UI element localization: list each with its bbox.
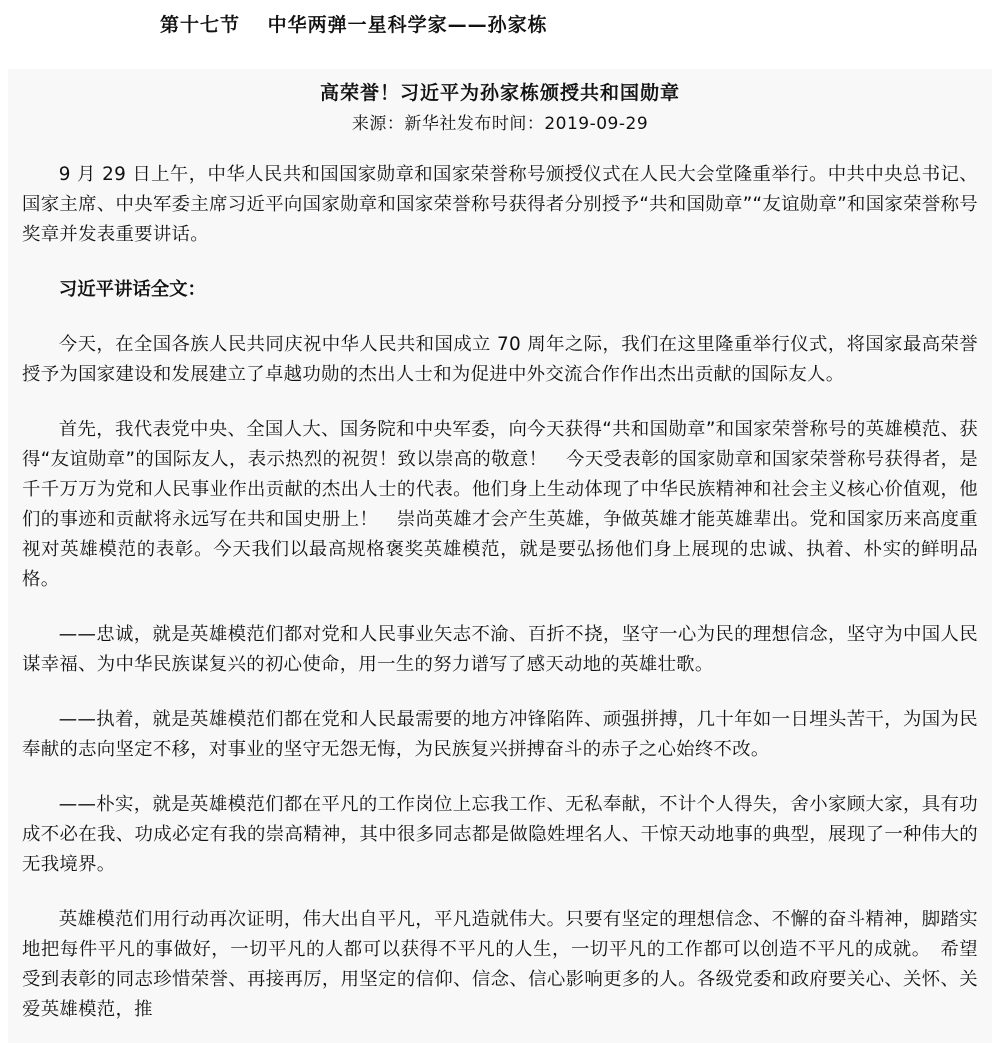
paragraph: 英雄模范们用行动再次证明，伟大出自平凡，平凡造就伟大。只要有坚定的理想信念、不懈的奋斗精神，脚踏实地把每件平凡的事做好，一切平凡的人都可以获得不平凡的人生，一切平凡的工作都可以创造不平凡的成就。 希望受到表彰的同志珍惜荣誉、再接再厉，用坚定的信仰、信念、信心影响更多的人。各级党委和政府要关心、关怀、关爱英雄模范，推 [22, 909, 978, 1020]
paragraph: 首先，我代表党中央、全国人大、国务院和中央军委，向今天获得“共和国勋章”和国家荣誉称号的英雄模范、获得“友谊勋章”的国际友人，表示热烈的祝贺！致以崇高的敬意！ 今天受表彰的国家勋章和国家荣誉称号获得者，是千千万万为党和人民事业作出贡献的杰出人士的代表。他们身上生动体现了中华民族精神和社会主义核心价值观，他们的事迹和贡献将永远写在共和国史册上！ 崇尚英雄才会产生英雄，争做英雄才能英雄辈出。党和国家历来高度重视对英雄模范的表彰。今天我们以最高规格褒奖英雄模范，就是要弘扬他们身上展现的忠诚、执着、朴实的鲜明品格。 [22, 419, 978, 590]
paragraph: 今天，在全国各族人民共同庆祝中华人民共和国成立 70 周年之际，我们在这里隆重举行仪式，将国家最高荣誉授予为国家建设和发展建立了卓越功勋的杰出人士和为促进中外交流合作作出杰出贡献的国际友人。 [22, 334, 978, 385]
article-headline: 高荣誉！习近平为孙家栋颁授共和国勋章 [319, 82, 680, 104]
article-panel [8, 69, 992, 1043]
article-source-date: 来源：新华社发布时间：2019-09-29 [351, 114, 649, 134]
paragraph: ——忠诚，就是英雄模范们都对党和人民事业矢志不渝、百折不挠，坚守一心为民的理想信念，坚守为中国人民谋幸福、为中华民族谋复兴的初心使命，用一生的努力谱写了感天动地的英雄壮歌。 [22, 624, 978, 675]
paragraph: ——执着，就是英雄模范们都在党和人民最需要的地方冲锋陷阵、顽强拼搏，几十年如一日埋头苦干，为国为民奉献的志向坚定不移，对事业的坚守无怨无悔，为民族复兴拼搏奋斗的赤子之心始终不改。 [22, 709, 978, 760]
speech-heading: 习近平讲话全文： [58, 279, 206, 300]
paragraph: ——朴实，就是英雄模范们都在平凡的工作岗位上忘我工作、无私奉献，不计个人得失，舍小家顾大家，具有功成不必在我、功成必定有我的崇高精神，其中很多同志都是做隐姓埋名人、干惊天动地事的典型，展现了一种伟大的无我境界。 [22, 794, 978, 875]
paragraph: 9 月 29 日上午，中华人民共和国国家勋章和国家荣誉称号颁授仪式在人民大会堂隆重举行。中共中央总书记、国家主席、中央军委主席习近平向国家勋章和国家荣誉称号获得者分别授予“共和国勋章”“友谊勋章”和国家荣誉称号奖章并发表重要讲话。 [22, 164, 978, 245]
article-body [8, 160, 992, 1025]
section-title: 第十七节 中华两弹一星科学家——孙家栋 [160, 14, 548, 36]
